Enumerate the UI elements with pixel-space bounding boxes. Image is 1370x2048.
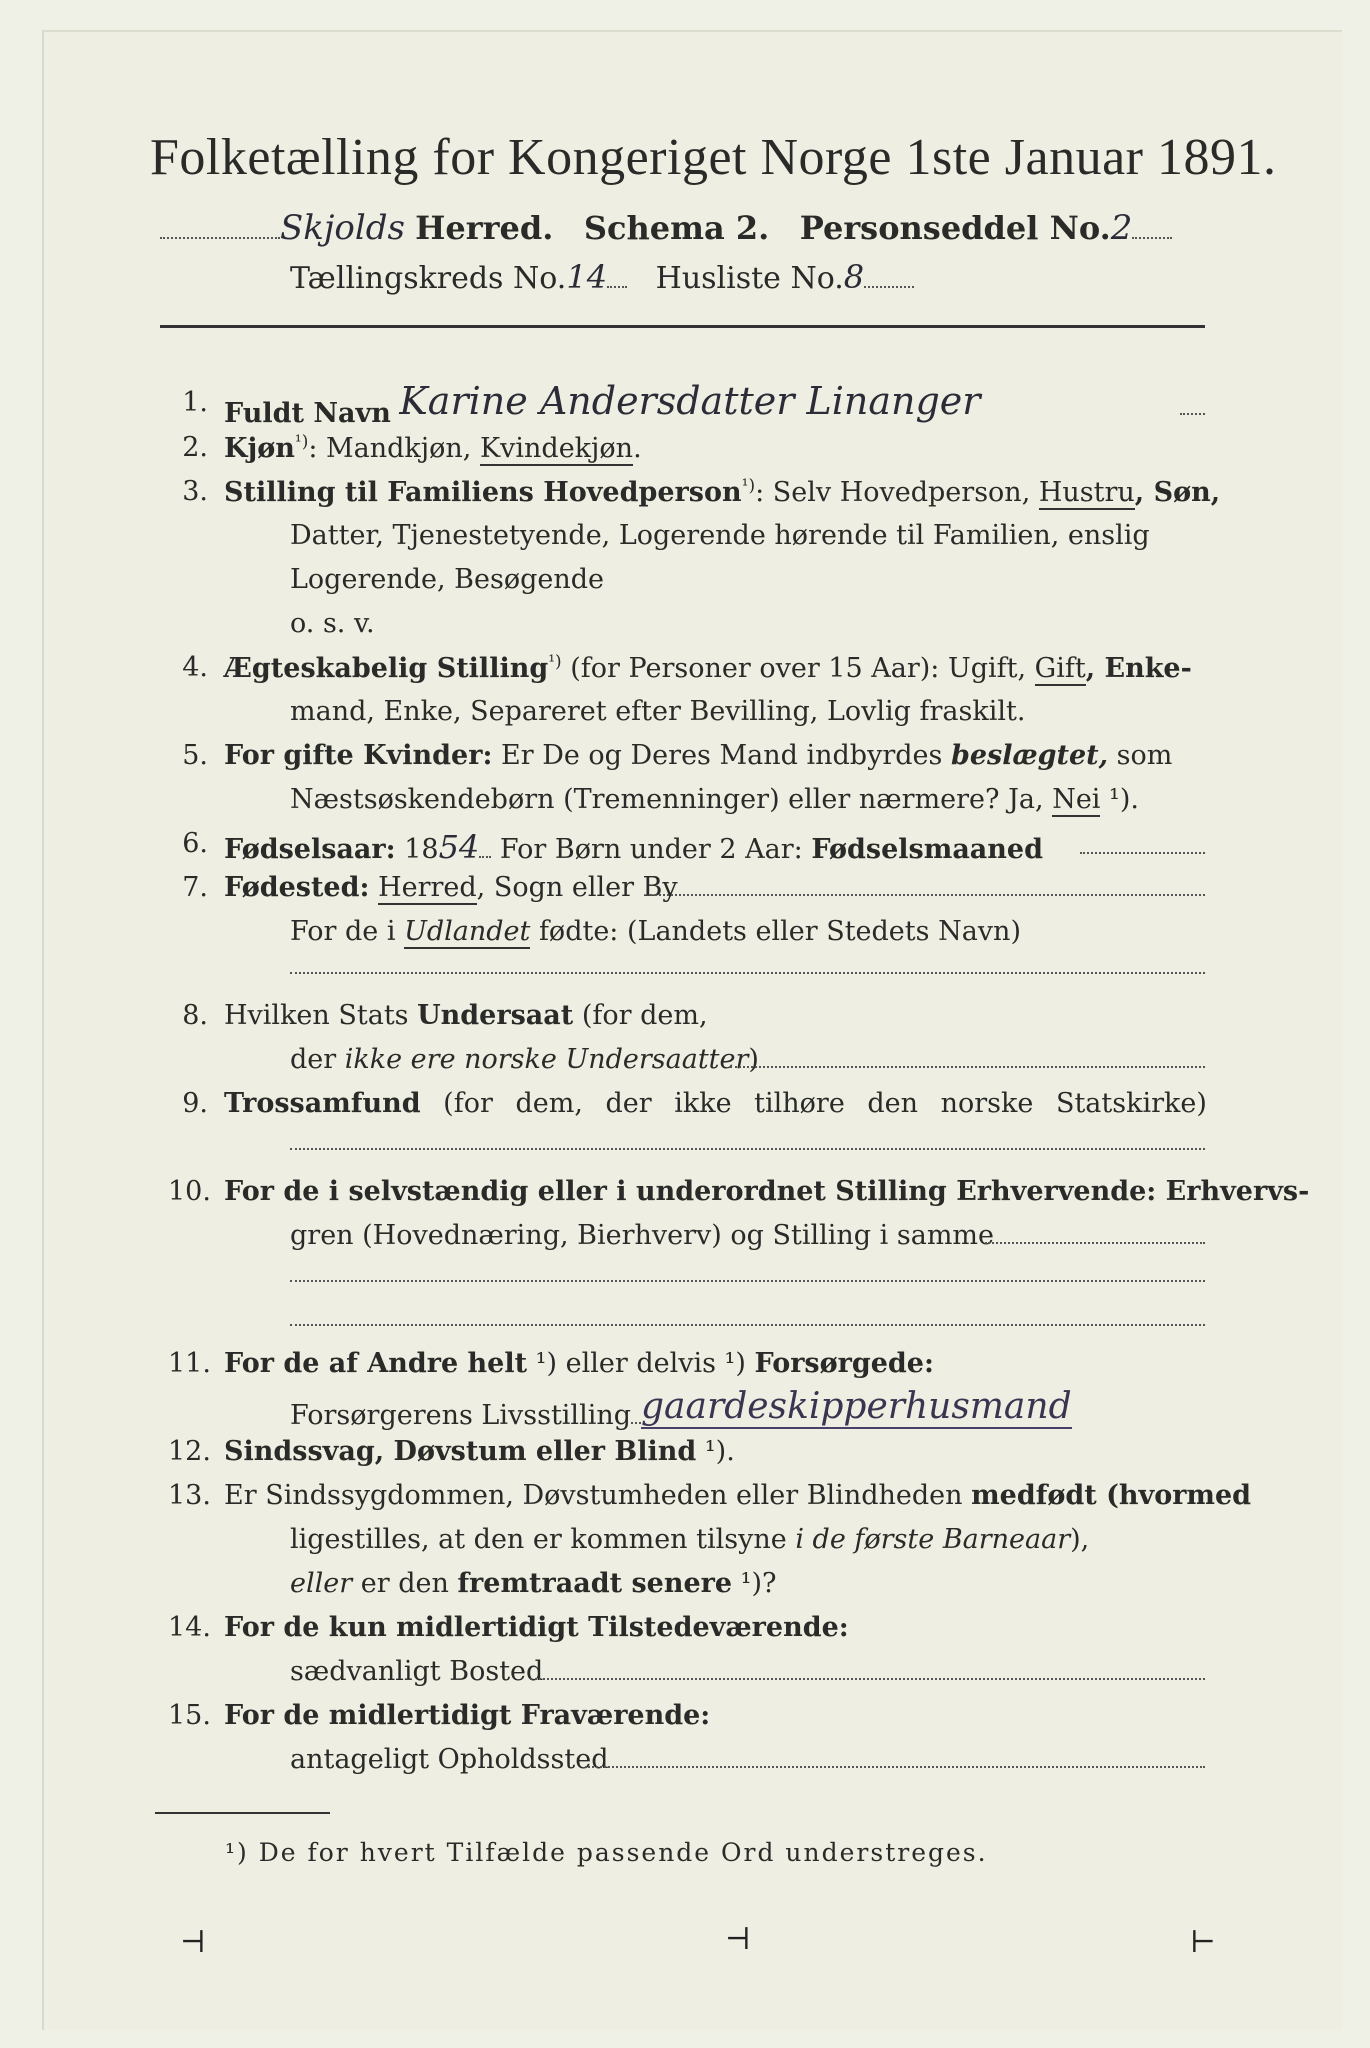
- q6-label2: Fødselsmaaned: [811, 834, 1043, 865]
- q5-row: [224, 740, 1172, 771]
- q7-label: Fødested:: [224, 872, 370, 903]
- q2-text: : Mandkjøn,: [308, 433, 480, 464]
- q11-line2: [290, 1386, 1072, 1433]
- q6-dotline: [1080, 852, 1205, 854]
- q13-italic: i de første Barneaar: [795, 1524, 1071, 1555]
- q5-text2: som: [1108, 740, 1173, 771]
- herred-value: Skjolds: [280, 208, 405, 248]
- q9-row: [224, 1088, 1207, 1119]
- q4-underlined: Gift: [1034, 653, 1086, 684]
- kreds-row: [290, 258, 914, 296]
- q5-label: For gifte Kvinder:: [224, 740, 493, 771]
- q11-number: 11.: [168, 1348, 211, 1379]
- q10-dotline-3: [290, 1324, 1205, 1326]
- q8-dotline: [730, 1066, 1205, 1068]
- q13-line3b: ¹)?: [732, 1568, 777, 1599]
- q4-line2: mand, Enke, Separeret efter Bevilling, Lovlig fraskilt.: [290, 696, 1026, 727]
- q8-text2: (for dem,: [573, 1000, 708, 1031]
- q5-line2b: ¹).: [1100, 784, 1139, 815]
- q8-row: [224, 1000, 708, 1031]
- personseddel-label: Personseddel No.: [799, 209, 1111, 247]
- q5-underlined: Nei: [1052, 784, 1101, 815]
- q12-number: 12.: [168, 1436, 211, 1467]
- q9-dotline: [290, 1148, 1205, 1150]
- q3-line4: o. s. v.: [290, 608, 375, 639]
- q7-text: , Sogn eller By: [476, 872, 678, 903]
- header-rule: [160, 325, 1205, 328]
- q4-label: Ægteskabelig Stilling: [224, 653, 549, 684]
- q14-line2: sædvanligt Bosted: [290, 1656, 544, 1687]
- q5-line2a: Næstsøskendebørn (Tremenninger) eller nærmere? Ja,: [290, 784, 1053, 815]
- q7-number: 7.: [182, 872, 208, 903]
- q1-row: [224, 379, 981, 431]
- form-title: Folketælling for Kongeriget Norge 1ste Januar 1891.: [150, 129, 1277, 186]
- q13-line2: [290, 1524, 1089, 1555]
- q8-line2: [290, 1044, 759, 1075]
- q3-sup: ¹): [741, 476, 756, 496]
- q13-number: 13.: [168, 1480, 211, 1511]
- q8-line2b: ): [748, 1044, 759, 1075]
- q8-line2a: der: [290, 1044, 345, 1075]
- q6-text: For Børn under 2 Aar:: [491, 834, 812, 865]
- footnote-rule: [155, 1812, 330, 1814]
- q13-text: Er Sindssygdommen, Døvstumheden eller Blindheden: [224, 1480, 972, 1511]
- herred-label: Herred.: [415, 209, 554, 247]
- q3-line3: Logerende, Besøgende: [290, 564, 604, 595]
- q1-number: 1.: [182, 387, 208, 418]
- q2-text2: .: [633, 433, 642, 464]
- q11-label: For de af Andre helt: [224, 1348, 528, 1379]
- q8-italic: ikke ere norske Undersaatter: [344, 1044, 749, 1075]
- q7-dotline-2: [290, 972, 1205, 974]
- q10-label: For de i selvstændig eller i underordnet Stilling Erhvervende:: [224, 1176, 1157, 1207]
- q6-number: 6.: [182, 828, 208, 859]
- q12-row: [224, 1436, 735, 1467]
- q11-livsstilling-value: gaardeskipperhusmand: [641, 1386, 1072, 1427]
- q3-text: : Selv Hovedperson,: [755, 477, 1039, 508]
- q12-text: ¹).: [696, 1436, 735, 1467]
- q4-text2: , Enke-: [1085, 653, 1192, 684]
- q8-number: 8.: [182, 1000, 208, 1031]
- schema-label: Schema 2.: [583, 209, 770, 247]
- q7-italic: Udlandet: [404, 916, 531, 947]
- q1-name-value: Karine Andersdatter Linanger: [399, 379, 981, 423]
- q1-dotline: [1180, 413, 1205, 415]
- q15-label: For de midlertidigt Fraværende:: [224, 1700, 711, 1731]
- q10-dotline-2: [290, 1280, 1205, 1282]
- q9-label: Trossamfund: [224, 1088, 421, 1119]
- q7-row: [224, 872, 678, 903]
- q11-label2: Forsørgede:: [754, 1348, 934, 1379]
- q5-line2: [290, 784, 1139, 815]
- q13-label3: fremtraadt senere: [457, 1568, 733, 1599]
- q9-number: 9.: [182, 1088, 208, 1119]
- q10-line2: gren (Hovednæring, Bierhverv) og Stilling i samme: [290, 1220, 995, 1251]
- q2-label: Kjøn: [224, 433, 295, 464]
- q4-number: 4.: [182, 652, 208, 683]
- husliste-value: 8: [843, 258, 865, 296]
- q7-dotline: [650, 894, 1205, 896]
- q3-label: Stilling til Familiens Hovedperson: [224, 477, 742, 508]
- q13-line3a: er den: [352, 1568, 458, 1599]
- q6-prefix: 18: [395, 834, 439, 865]
- q13-line2b: ),: [1070, 1524, 1090, 1555]
- q13-row: [224, 1480, 1251, 1511]
- q6-year-value: 54: [438, 828, 480, 866]
- q2-row: [224, 432, 642, 464]
- q3-text2: , Søn,: [1134, 477, 1221, 508]
- q2-underlined: Kvindekjøn: [479, 433, 634, 464]
- q13-label: medfødt (hvormed: [971, 1480, 1252, 1511]
- q1-label: Fuldt Navn: [224, 398, 391, 429]
- q5-text: Er De og Deres Mand indbyrdes: [492, 740, 951, 771]
- q10-row: [224, 1176, 1309, 1207]
- q10-number: 10.: [168, 1176, 211, 1207]
- q3-underlined: Hustru: [1038, 477, 1135, 508]
- q5-italic: beslægtet,: [950, 740, 1109, 771]
- kreds-label: Tællingskreds No.: [290, 261, 567, 296]
- q5-number: 5.: [182, 740, 208, 771]
- q13-line2a: ligestilles, at den er kommen tilsyne: [290, 1524, 796, 1555]
- q4-text: (for Personer over 15 Aar): Ugift,: [561, 653, 1035, 684]
- q3-number: 3.: [182, 476, 208, 507]
- registration-mark-right: ⊢: [1190, 1925, 1216, 1960]
- footnote: ¹) De for hvert Tilfælde passende Ord understreges.: [225, 1838, 988, 1867]
- personseddel-value: 2: [1110, 208, 1133, 248]
- herred-row: [160, 208, 1172, 248]
- q3-line2: Datter, Tjenestetyende, Logerende hørende til Familien, enslig: [290, 520, 1150, 551]
- husliste-label: Husliste No.: [655, 261, 844, 296]
- q10-text: Erhvervs-: [1156, 1176, 1310, 1207]
- q13-italic3: eller: [290, 1568, 353, 1599]
- registration-mark-center: ⊣: [725, 1922, 751, 1957]
- q7-line2a: For de i: [290, 916, 405, 947]
- q9-text: (for dem, der ikke tilhøre den norske Statskirke): [420, 1088, 1207, 1119]
- q14-dotline: [530, 1678, 1205, 1680]
- q7-underlined: Herred: [378, 872, 477, 903]
- q14-number: 14.: [168, 1612, 211, 1643]
- q4-sup: ¹): [548, 652, 562, 672]
- q3-row: [224, 476, 1220, 508]
- q15-number: 15.: [168, 1700, 211, 1731]
- q6-label: Fødselsaar:: [224, 834, 396, 865]
- q6-row: [224, 828, 1043, 866]
- q13-line3: [290, 1568, 776, 1599]
- kreds-value: 14: [566, 258, 608, 296]
- q11-line2-label: Forsørgerens Livsstilling: [290, 1400, 632, 1431]
- q11-text: ¹) eller delvis ¹): [527, 1348, 755, 1379]
- q8-text: Hvilken Stats: [224, 1000, 418, 1031]
- q8-label: Undersaat: [417, 1000, 574, 1031]
- q7-line2: [290, 916, 1021, 947]
- q12-label: Sindssvag, Døvstum eller Blind: [224, 1436, 697, 1467]
- q15-line2: antageligt Opholdssted: [290, 1744, 609, 1775]
- q2-number: 2.: [182, 432, 208, 463]
- q2-sup: ¹): [294, 432, 309, 452]
- registration-mark-left: ⊣: [180, 1925, 206, 1960]
- q15-dotline: [585, 1766, 1205, 1768]
- q4-row: [224, 652, 1192, 684]
- q10-dotline: [985, 1242, 1205, 1244]
- q14-label: For de kun midlertidigt Tilstedeværende:: [224, 1612, 849, 1643]
- q11-row: [224, 1348, 934, 1379]
- q7-line2b: fødte: (Landets eller Stedets Navn): [530, 916, 1021, 947]
